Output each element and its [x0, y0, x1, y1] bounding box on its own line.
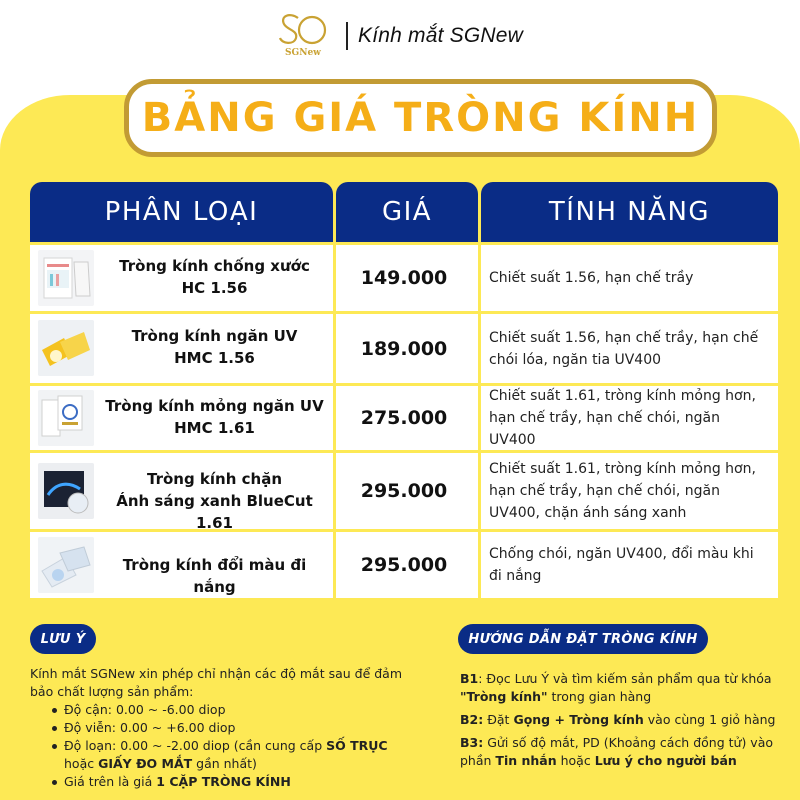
- table-row-2-name-cell: [30, 314, 333, 383]
- product-name: Tròng kính chặn Ánh sáng xanh BlueCut 1.61: [116, 470, 313, 532]
- logo-text: SGNew: [285, 48, 321, 58]
- notes-list: [52, 701, 410, 791]
- sg-logo-icon: [276, 12, 330, 48]
- step-1: B1: Đọc Lưu Ý và tìm kiếm sản phẩm qua từ khóa "Tròng kính" trong gian hàng: [460, 671, 772, 704]
- lens-package-icon: [38, 463, 94, 519]
- table-row-5-price: 295.000: [336, 532, 478, 598]
- table-row-1-price: 149.000: [336, 245, 478, 311]
- column-header-features: TÍNH NĂNG: [481, 182, 778, 242]
- product-thumbnail: [38, 463, 94, 519]
- product-thumbnail: [38, 250, 94, 306]
- notes-section: [30, 665, 410, 791]
- column-header-price: GIÁ: [336, 182, 478, 242]
- order-steps: [460, 670, 790, 775]
- step-3: B3: Gửi số độ mắt, PD (Khoảng cách đồng tử) vào phần Tin nhắn hoặc Lưu ý cho người bán: [460, 735, 773, 768]
- product-name: Tròng kính đổi màu đi nắng: [122, 556, 307, 596]
- notes-label: LƯU Ý: [30, 624, 96, 654]
- header-divider: [346, 22, 348, 50]
- table-row-2-price: 189.000: [336, 314, 478, 383]
- table-row-3-features: Chiết suất 1.61, tròng kính mỏng hơn, hạn chế trầy, hạn chế chói, ngăn UV400: [481, 386, 778, 450]
- step-2: B2: Đặt Gọng + Tròng kính vào cùng 1 giỏ hàng: [460, 712, 776, 727]
- product-name: Tròng kính chống xước HC 1.56: [119, 257, 310, 297]
- brand-logo: [270, 12, 336, 60]
- table-row-4-features: Chiết suất 1.61, tròng kính mỏng hơn, hạn chế trầy, hạn chế chói, ngăn UV400, chặn ánh sáng xanh: [481, 453, 778, 529]
- header: [270, 12, 523, 60]
- table-row-2-features: Chiết suất 1.56, hạn chế trầy, hạn chế chói lóa, ngăn tia UV400: [481, 314, 778, 383]
- title-banner: [124, 79, 717, 157]
- table-row-4-name-cell: [30, 453, 333, 532]
- list-item: Độ cận: 0.00 ~ -6.00 diop: [52, 701, 410, 719]
- order-guide-label: HƯỚNG DẪN ĐẶT TRÒNG KÍNH: [458, 624, 708, 654]
- list-item: Độ viễn: 0.00 ~ +6.00 diop: [52, 719, 410, 737]
- brand-name: Kính mắt SGNew: [358, 24, 524, 47]
- product-thumbnail: [38, 390, 94, 446]
- table-row-1-name-cell: [30, 245, 333, 311]
- page-title: BẢNG GIÁ TRÒNG KÍNH: [141, 95, 700, 141]
- table-row-5-features: Chống chói, ngăn UV400, đổi màu khi đi nắng: [481, 532, 778, 598]
- table-row-1-features: Chiết suất 1.56, hạn chế trầy: [481, 245, 778, 311]
- lens-package-icon: [38, 250, 94, 306]
- table-row-4-price: 295.000: [336, 453, 478, 529]
- table-row-5-name-cell: [30, 532, 333, 598]
- list-item: Độ loạn: 0.00 ~ -2.00 diop (cần cung cấp SỐ TRỤC hoặc GIẤY ĐO MẮT gần nhất): [52, 737, 410, 773]
- lens-package-icon: [38, 537, 94, 593]
- product-name: Tròng kính mỏng ngăn UV HMC 1.61: [105, 397, 324, 437]
- table-row-3-price: 275.000: [336, 386, 478, 450]
- column-header-category: PHÂN LOẠI: [30, 182, 333, 242]
- list-item: Giá trên là giá 1 CẶP TRÒNG KÍNH: [52, 773, 410, 791]
- product-name: Tròng kính ngăn UV HMC 1.56: [131, 327, 298, 367]
- product-thumbnail: [38, 320, 94, 376]
- notes-intro: Kính mắt SGNew xin phép chỉ nhận các độ mắt sau để đảm bảo chất lượng sản phẩm:: [30, 666, 403, 699]
- lens-package-icon: [38, 320, 94, 376]
- lens-package-icon: [38, 390, 94, 446]
- product-thumbnail: [38, 537, 94, 593]
- table-row-3-name-cell: [30, 386, 333, 450]
